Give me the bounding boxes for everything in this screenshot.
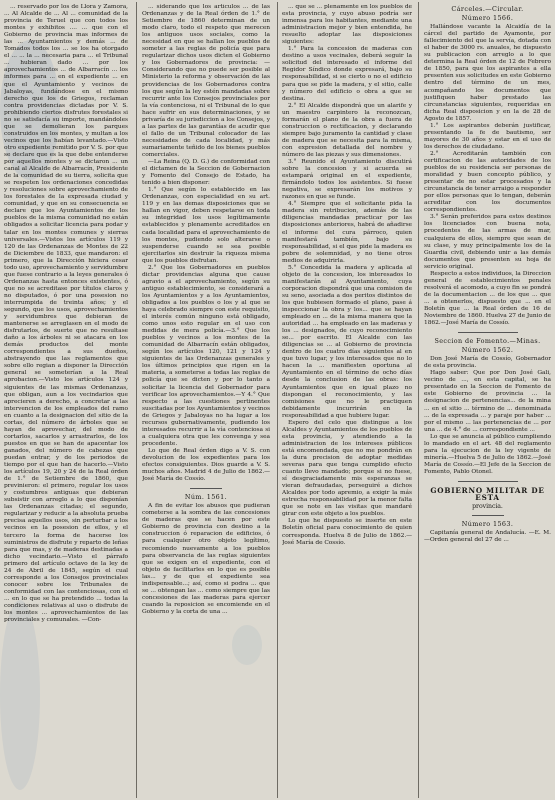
column-3 bbox=[282, 4, 412, 796]
notice-number: Número 1566. bbox=[461, 14, 514, 23]
paragraph: 3.° Serán preferidos para estos destinos los licenciados con buena nota, procedentes de las armas de mar, cualquiera de ellos, siempre que sean de su clase, y muy principalmente los de la Guardia civil, debiendo unir a las demás documentos que presenten su hoja de servicio original. bbox=[424, 214, 551, 270]
paragraph: Hago saber: Que por Don José Gali, vecino de ..., en esta capital, se ha presentado en la Seccion de Fomento de este Gobierno de provincia ... la designacion de pertenencias... de la mina ... en el sitio ... término de ... denominada ... de la expresada ... y paraje por haber ... por el mismo ... las pertenencias de ... por una ... de 4.° de ... correspondiente ... bbox=[424, 370, 551, 433]
paragraph: 1.° Los aspirantes deberán justificar, presentando la fe de bautismo, ser mayores de 30 años y estar en el uso de los derechos de ciudadano. bbox=[424, 122, 551, 150]
paragraph: Capitanía general de Andalucía. —E. M.—Orden general del 27 de ... bbox=[424, 530, 551, 544]
paragraph: ... reservado por los de Llora y Zamora, ... Al Alcalde de ... Al ... comunidad de la provincia de Teruel que con todos los montes y exhibitos .... ... que con el Gobierno de provincia mas informes de las ... Ayuntamientos y demás ... de Tomados todos los ... se los ha otorgado el ... ... la ... necesaria para ... el Tribunal ... hubieran dado ... por los aprovechamientos ... de Albarracín ... los informes para ... en el expediente ... en que el Ayuntamiento y vecinos de Jabaloyas, fundándose en el mismo derecho que los de Griegos, reclaman contra providencias dictadas por V. S. prohibiendo ciertos disfrutes forestales si no se satisfacía su importe, mandándoles que se demolieran los parques construidos en los montes, y multan a los vecinos que los habían levantado.—Visto otro expediente remitido por V. S. por que se declare que es la que debe entenderse por aquellos montes y se dictaron ... un canal al Alcalde de Albarracín, Presidente de la comunidad de su tierra, solicita que se respeten los ordenaciones concedidas y resoluciones sobre aprovechamiento de los forestales de la expresada ciudad y comunidad, y que en su consecuencia se declare que los Ayuntamientos de los pueblos de la misma comunidad no están obligados a solicitar licencia para podar y talar en los montes comunes y sierras universales.—Vistos los artículos 119 y 120 de las Ordenanzas de Montes de 22 de Diciembre de 1833, que mandaron: el primero, que la Dirección hiciera cesar todo uso, aprovechamiento y servidumbre que fuese contrario a la leyes generales ó Ordenanzas hasta entonces existentes, ó que no se acreditase por títulos claros y no disputados, ó por una posesion no interrumpida de treinta años; y el segundo, que los usos, aprovechamientos y servidumbres que debieran de mantenerse se arreglasen en el modo de disfrutarlos, de suerte que no resultase daño a los árboles ni se atacara en los demás productos del monte correspondientes a sus dueños, abstrayendo que las reglamentos que sobre ello regian a disponer la Dirección general se someterían a la Real aprobacion.—Visto los artículos 124 y siguientes de las mismas Ordenanzas, que obligan, aun a los vecindarios que aprecieren a derecho, a concretar a las intervencion de los empleados del ramo en cuanto a la designacion del sitio de la cortas, del número de árboles que se hayan de aprovechar, del modo de cortarlos, sacarlos y arrastrarlos, de los puestos en que se han de apacentar los ganados, del número de cabezas que puedan entrar, y de los periodos de tiempo por el que han de hacerlo.—Visto los artículos 19, 20 y 24 de la Real órden de 1.° de Setiembre de 1860, que previnieron: el primero, regular los usos y costumbres antiguas que debieran subsistir con arreglo a lo que disponían las Ordenanzas citadas; el segundo, regularizar y reducir a la absoluta prueba precisa aquellos usos, sin perturbar a los vecinos en la posesion de ellos, y el tercero la forma de hacerse los suministros de disfrute y reparto de leñas para que mas, y de maderas destinadas a dicho vecindario.—Visto el párrafo primero del artículo octavo de la ley de 24 de Abril de 1845, según el cual corresponde a los Consejos provinciales conocer sobre los Tribunales de conformidad con las contenciosas, con el ... en lo que se ha pretendido ... todas la condiciones relativas al uso o disfrute de los montes ... aprovechamientos de las provinciales y comunales. —Con- bbox=[4, 4, 128, 624]
paragraph: 2.° El Alcalde dispondrá que un alarife y un maestro carpintero la reconozcan, formarán el plano de la obra a fuera de construccion o rectificacion, y declarando siempre bajo juramento la cantidad y clase de madera que se necesita para la misma, con expresion detallada del nombre y número de las piezas y sus dimensiones. bbox=[282, 102, 412, 158]
paragraph: 4.° Siempre que el solicitante pida la madera sin retribucion, además de las diligencias mandadas practicar por las disposiciones anteriores, habrá de añadirse el informe del cura párroco, quien manifestará también, bajo su responsabilidad, si el que pide la madera es pobre de solemnidad, y no tiene otros medios de adquirirla. bbox=[282, 201, 412, 264]
paragraph: Hallándose vacante la Alcaidía de la cárcel del partido de Ayamonte, por fallecimiento del que la servía, dotada con el haber de 3000 rs. anuales, he dispuesto su publicacion con arreglo a lo que determina la Real órden de 12 de Febrero de 1850, para que los aspirantes a ella presenten sus solicitudes en este Gobierno dentro del término de un mes, acompañando los documentos que justifiquen haber prestado las circunstancias siguientes, requeridas en dicha Real disposicion y en la de 28 de Agosto de 1857. bbox=[424, 24, 551, 122]
divider bbox=[190, 488, 222, 489]
paragraph: Lo que de Real órden digo a V. S. con devolucion de los expedientes para los efectos consiguientes. Dios guarde a V. S. muchos años. Madrid 4 de Julio de 1862.—José María de Cossío. bbox=[142, 447, 270, 483]
paragraph: Lo que he dispuesto se inserte en este Boletín oficial para conocimiento de quien corresponda. Huelva 8 de Julio de 1862.—José María de Cossío. bbox=[282, 518, 412, 546]
paragraph: —La Reina (Q. D. G.) de conformidad con el dictamen de la Seccion de Gobernacion y Fomento del Consejo de Estado, ha tenido a bien disponer: bbox=[142, 159, 270, 187]
paragraph: 5.° Concedida la madera y aplicada al objeto de la concesion, los interesados lo manifestarán al Ayuntamiento, cuya corporacion dispondrá que una comision de su seno, asociada a dos peritos distintos de los que hubiesen formado el plano, pase á inspeccionar la obra y los... que se hayan empleado en ... de la misma manera que la autoridad ... ha empleado en las maderas y los ... designados, de cuyo reconocimiento se... por escrito. El Alcalde con las diligencias se ... al Gobierno de provincia dentro de los cuatro días siguientes al en que tuvo lugar, y los interesados que no lo hacen la ... manifiesten oportuna al Ayuntamiento en el término de ocho días desde la conclusion de las obras: los Ayuntamientos que en igual plazo no dispongan el reconocimiento, y las comisiones que no le practiquen debidamente incurrirán en la responsabilidad a que hubiere lugar. bbox=[282, 264, 412, 419]
notice-number: Número 1562. bbox=[461, 346, 514, 355]
paragraph: Espero del celo que distingue a los Alcaldes y Ayuntamientos de los pueblos de esta provincia, y atendiendo a la administracion de los intereses públicos está encomendada, que no me pondrán en la dura precision de adoptar medidas severas para que tenga cumplido efecto cuanto llevo mandado; porque si no fuese, sí desgraciadamente mis esperanzas se vieran defraudadas, perseguiré a dichos Alcaldes por todo apremio, a exigir la más estrecha responsabilidad por la menor falta que se note en las visitas que mandaré girar con este objeto a los pueblos. bbox=[282, 419, 412, 518]
column-rule bbox=[418, 2, 419, 798]
notice-number: Núm. 1561. bbox=[184, 493, 228, 502]
paragraph: 3.° Reunido el Ayuntamiento discutirá sobre la concesion y si acuerda se estampará original en el expediente, firmándolo todos los asistentes. Si fuese negativa, se expresarán los motivos y razones en que se funde. bbox=[282, 159, 412, 201]
column-rule bbox=[136, 2, 137, 798]
section-subheading: provincia. bbox=[472, 503, 503, 511]
paragraph: 1.° Para la concesion de maderas con destino a usos vecinales, deberá seguir la solicitud del interesado el informe del Regidor Síndico donde expresará, bajo su responsabilidad, si se cierto o no el edificio para que se pide la madera, y el sitio, calle y número del edificio o obra a que se destina. bbox=[282, 46, 412, 102]
notice-number: Número 1563. bbox=[461, 520, 514, 529]
paragraph: Lo que se anuncia al público cumpliendo lo mandado en el art. 48 del reglamento para la ejecucion de la ley vigente de minería.—Huelva 5 de Julio de 1862.—José María de Cossío.—El Jefe de la Seccion de Fomento, Pablo Otonel. bbox=[424, 433, 551, 475]
column-2 bbox=[142, 4, 270, 796]
section-heading: Seccion de Fomento.—Minas. bbox=[434, 337, 541, 346]
paragraph: 2.° Acreditarán también con certificacion de las autoridades de los pueblos de su residencia ser personas de moralidad y buen concepto público, y presentar de no estar procesados y la circunstancia de tener arraigo a responder por ellos personas que lo tengan, deberán acreditar con los documentos correspondientes. bbox=[424, 150, 551, 214]
divider bbox=[458, 332, 518, 333]
paragraph: 2.° Que los Gobernadores en pueblos dictar providencias alguna que cause agravio a el aprovechamiento, según su antiguo establecimiento, se considerará a los Ayuntamientos y a los Ayuntamientos, obligados a los pueblos o los y al que se haya celebrado siempre con este requisito, el interés común ninguno está obligado, como unos esto regular en el uso con medidas de mera policía.—3.° Que los pueblos y vecinos a los montes de la comunidad de Albarracín están obligados, según los artículos 120, 121 y 124 y siguientes de las Ordenanzas generales y los últimos principios que rigen en la materia, a someterse a todas las reglas de policía que se dicten y por lo tanto a solicitar la licencia del Gobernador para verificar los aprovechamientos.—Y 4.° Que respecto a las cuestiones pertinentes suscitadas por los Ayuntamientos y vecinos de Griegos y Jabaloyas no ha lugar a los recursos gubernativamente, pudiendo los interesados recurrir a la vía contenciosa si a cualquiera otra que les convenga y sea procedente. bbox=[142, 264, 270, 447]
paragraph: Respecto a estos individuos, la Direccion general de establecimientos penales resolverá el acomodo, a cuyo fin se pondrá de la documentacion ... de los que ... que ... a obtenerlos, dispuesto que ... en el Boletín que ... la Real órden de 16 de Noviembre de 1860. Huelva 27 de Junio de 1862.—José María de Cossío. bbox=[424, 270, 551, 327]
paragraph: ... que se ... plenamente en los pueblos de esta provincia, y cuyo abuso podría ser inmensa para los habitantes, mediante una administracion mejor y bien entendida, he resuelto adoptar las disposiciones siguientes: bbox=[282, 4, 412, 46]
paragraph: Don José María de Cossío, Gobernador de esta provincia. bbox=[424, 356, 551, 370]
paragraph: A fin de evitar los abusos que pudieran cometerse a la sombra de las concesiones de maderas que se hacen por este Gobierno de provincia con destino a la construccion ó reparacion de edificios, ó para cualquier otro objeto legítimo, recomiendo nuevamente a los pueblos para observancia de las reglas siguientes que se exigen en el expediente, con el objeto de facilitarles en lo que es posible las... y de que el expediente sea indispensable...; así, como si podra ... que se ... obtengan las ... como siempre que las concesiones de las maderas para ejercer cuando la reposicion se encomiende en el Gobierno y la corta de una ... bbox=[142, 503, 270, 615]
divider bbox=[472, 515, 504, 516]
column-rule bbox=[277, 2, 278, 798]
divider bbox=[458, 481, 518, 482]
section-heading: GOBIERNO MILITAR DE ESTA bbox=[430, 486, 545, 503]
section-heading: Cárceles.—Circular. bbox=[451, 5, 524, 13]
column-1 bbox=[4, 4, 128, 796]
paragraph: 1.° Que según lo establecido en las Ordenanzas, con especialidad en su art. 119 y en las demas disposiciones que se hallan en vigor, deben respetarse en toda su integridad los usos legítimamente establecidos y plenamente acreditados en cada localidad para el aprovechamiento de los montes, pudiendo solo alterarse o suspenderse cuando se sea posible ejercitarlos sin destruir la riqueza misma que los pueblos disfrutan. bbox=[142, 187, 270, 264]
paragraph: ... siderando que los artículos ... de las Ordenanzas y de la Real órden de 1.° de Setiembre de 1860 determinan de un modo claro, todo el respeto que merecen los antiguos usos sociales, como la necesidad en que se hallan los pueblos de someter a las reglas de policía que para regularizar dichos usos dicten el Gobierno y los Gobernadores de provincia: —Considerando que no puede ser posible al Ministerio la reforma y observación de las providencias de los Gobernadores contra los que según la ley estén mandadas sobre recurrir ante los Consejos provinciales por la vía contenciosa, ni el Tribunal de lo que hace sufrir en sus determinaciones, y se privaría de su jurisdiccion a los Consejos, y a las partes de las garantías de acudir que el fallo de un Tribunal colocador de las necesidades de cada localidad, y más sumariamente teñido de los bienes pueblos comerciales. bbox=[142, 4, 270, 158]
column-4 bbox=[424, 4, 551, 796]
